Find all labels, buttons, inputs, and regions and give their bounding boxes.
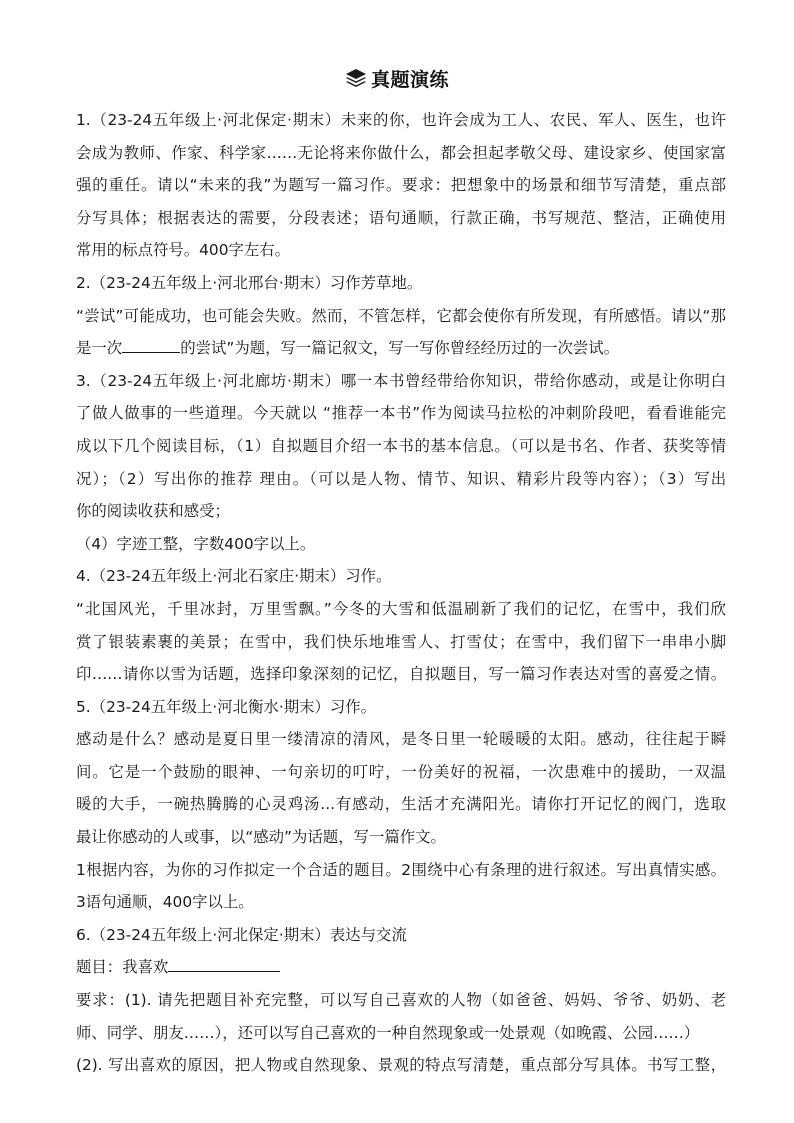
question-line-with-blank (76, 332, 726, 365)
question-line: 2.（23-24五年级上·河北邢台·期末）习作芳草地。 (76, 273, 423, 292)
question-6 (76, 919, 726, 1082)
question-line: （4）字迹工整，字数400字以上。 (76, 534, 316, 553)
question-line: 1.（23-24五年级上·河北保定·期末）未来的你，也许会成为工人、农民、军人、医生，也许 (76, 111, 726, 129)
question-line: 暖的大手，一碗热腾腾的心灵鸡汤...有感动，生活才充满阳光。请你打开记忆的阀门，选取 (76, 795, 726, 814)
question-line: 常用的标点符号。400字左右。 (76, 241, 291, 260)
question-5 (76, 691, 726, 919)
question-line: 要求：(1). 请先把题目补充完整，可以写自己喜欢的人物（如爸爸、妈妈、爷爷、奶奶、老 (76, 991, 726, 1010)
blank-suffix: 的尝试”为题，写一篇记叙文，写一写你曾经经历过的一次尝试。 (180, 339, 620, 358)
question-line: 会成为教师、作家、科学家……无论将来你做什么，都会担起孝敬父母、建设家乡、使国家富 (76, 143, 726, 162)
question-line: 了做人做事的一些道理。今天就以 “推荐一本书”作为阅读马拉松的冲刺阶段吧，看看谁能完 (76, 404, 726, 423)
section-title: 真题演练 (370, 68, 449, 91)
title-line-with-blank (76, 951, 726, 984)
fill-in-blank (122, 336, 180, 353)
question-line: 4.（23-24五年级上·河北石家庄·期末）习作。 (76, 567, 392, 586)
question-line: 1根据内容，为你的习作拟定一个合适的题目。2围绕中心有条理的进行叙述。写出真情实感。 (76, 860, 726, 879)
question-4 (76, 560, 726, 690)
question-line: 印……请你以雪为话题，选择印象深刻的记忆，自拟题目，写一篇习作表达对雪的喜爱之情。 (76, 665, 726, 684)
question-line: 赏了银装素裹的美景；在雪中，我们快乐地堆雪人、打雪仗；在雪中，我们留下一串串小脚 (76, 632, 726, 651)
question-line: “北国风光，千里冰封，万里雪飘。”今冬的大雪和低温刷新了我们的记忆，在雪中，我们欣 (76, 599, 726, 618)
question-line: 强的重任。请以“未来的我”为题写一篇习作。要求：把想象中的场景和细节写清楚，重点部 (76, 176, 726, 195)
fill-in-blank (168, 955, 280, 972)
question-line: 感动是什么？感动是夏日里一缕清凉的清风，是冬日里一轮暖暖的太阳。感动，往往起于瞬 (76, 730, 726, 749)
question-line: (2). 写出喜欢的原因，把人物或自然现象、景观的特点写清楚，重点部分写具体。书写工整， (76, 1056, 726, 1075)
question-line: 3语句通顺，400字以上。 (76, 893, 254, 912)
question-3 (76, 365, 726, 561)
question-1 (76, 104, 726, 267)
question-line: 分写具体；根据表达的需要，分段表述；语句通顺，行款正确，书写规范、整洁，正确使用 (76, 208, 726, 227)
question-line: 6.（23-24五年级上·河北保定·期末）表达与交流 (76, 925, 407, 944)
question-line: 况）；（2）写出你的推荐 理由。（可以是人物、情节、知识、精彩片段等内容）；（3）写出 (76, 469, 726, 488)
question-line: 3.（23-24五年级上·河北廊坊·期末）哪一本书曾经带给你知识，带给你感动，或是让你明白 (76, 371, 726, 390)
question-line: 你的阅读收获和感受； (76, 502, 230, 521)
question-list (76, 104, 726, 1082)
question-line: 间。它是一个鼓励的眼神、一句亲切的叮咛，一份美好的祝福，一次患难中的援助，一双温 (76, 762, 726, 781)
question-line: “尝试”可能成功，也可能会失败。然而，不管怎样，它都会使你有所发现，有所感悟。请以“那 (76, 306, 726, 325)
question-2 (76, 267, 726, 365)
question-line: 成以下几个阅读目标，（1）自拟题目介绍一本书的基本信息。（可以是书名、作者、获奖等情 (76, 436, 726, 455)
stacked-layers-icon (345, 68, 367, 88)
blank-prefix: 是一次 (76, 339, 123, 358)
question-line: 师、同学、朋友……），还可以写自己喜欢的一种自然现象或一处景观（如晚霞、公园……） (76, 1023, 700, 1042)
section-heading (0, 64, 794, 92)
question-line: 5.（23-24五年级上·河北衡水·期末）习作。 (76, 697, 377, 716)
question-line: 最让你感动的人或事，以“感动”为话题，写一篇作文。 (76, 828, 446, 847)
title-prefix: 题目：我喜欢 (76, 958, 169, 977)
